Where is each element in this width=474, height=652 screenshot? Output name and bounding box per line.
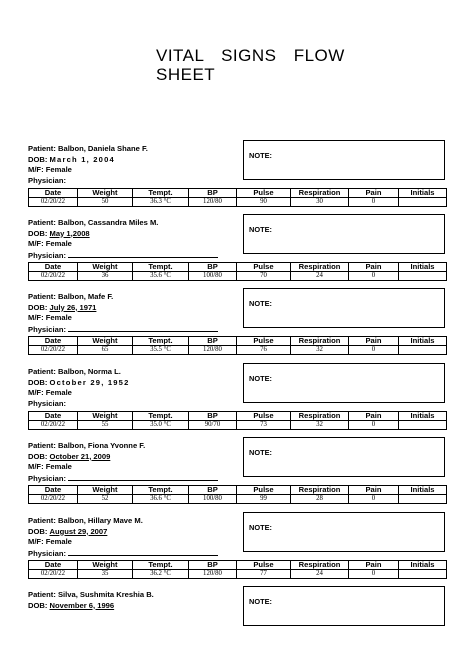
vitals-cell[interactable]: 36.6 °C bbox=[133, 495, 189, 504]
vitals-header-cell: Date bbox=[29, 263, 78, 272]
dob-value: July 26, 1971 bbox=[49, 302, 97, 312]
patient-name-row bbox=[28, 441, 218, 452]
vitals-header-cell: Tempt. bbox=[133, 412, 189, 421]
vitals-data-row bbox=[29, 346, 447, 355]
vitals-cell[interactable]: 120/80 bbox=[189, 346, 237, 355]
vitals-header-cell: Tempt. bbox=[133, 486, 189, 495]
title-line-1: VITAL SIGNS FLOW bbox=[156, 46, 345, 65]
vitals-header-cell: Pain bbox=[349, 486, 399, 495]
dob-row bbox=[28, 155, 148, 166]
vitals-table bbox=[28, 560, 447, 579]
dob-value: October 29, 1952 bbox=[49, 377, 130, 387]
vitals-header-cell: Initials bbox=[399, 263, 447, 272]
physician-label: Physician: bbox=[28, 324, 66, 334]
vitals-cell[interactable]: 120/80 bbox=[189, 570, 237, 579]
vitals-cell[interactable]: 100/80 bbox=[189, 272, 237, 281]
vitals-cell[interactable]: 0 bbox=[349, 272, 399, 281]
vitals-header-cell: Initials bbox=[399, 337, 447, 346]
vitals-header-cell: Weight bbox=[78, 412, 133, 421]
patient-info bbox=[28, 292, 218, 335]
vitals-header-cell: Pulse bbox=[237, 263, 291, 272]
note-label: NOTE: bbox=[249, 374, 272, 383]
vitals-header-cell: Respiration bbox=[291, 337, 349, 346]
patient-name: Balbon, Mafe F. bbox=[57, 292, 114, 301]
physician-row bbox=[28, 324, 218, 336]
note-label: NOTE: bbox=[249, 151, 272, 160]
vitals-cell[interactable]: 36.3 °C bbox=[133, 198, 189, 207]
vitals-cell[interactable]: 0 bbox=[349, 346, 399, 355]
vitals-cell[interactable]: 0 bbox=[349, 495, 399, 504]
vitals-header-cell: Initials bbox=[399, 561, 447, 570]
physician-field[interactable] bbox=[68, 473, 218, 481]
note-label: NOTE: bbox=[249, 299, 272, 308]
patient-label: Patient: bbox=[28, 516, 56, 525]
vitals-cell[interactable] bbox=[399, 570, 447, 579]
vitals-cell[interactable]: 02/20/22 bbox=[29, 198, 78, 207]
vitals-cell[interactable]: 70 bbox=[237, 272, 291, 281]
physician-row bbox=[28, 548, 218, 560]
patient-name: Balbon, Daniela Shane F. bbox=[57, 144, 148, 153]
vitals-header-cell: BP bbox=[189, 337, 237, 346]
patient-info bbox=[28, 441, 218, 484]
sex-value: Female bbox=[45, 313, 72, 322]
vitals-header-cell: Pain bbox=[349, 337, 399, 346]
vitals-cell[interactable] bbox=[399, 198, 447, 207]
vitals-cell[interactable]: 35.0 °C bbox=[133, 421, 189, 430]
note-label: NOTE: bbox=[249, 523, 272, 532]
vitals-cell[interactable]: 30 bbox=[291, 198, 349, 207]
vitals-header-cell: Weight bbox=[78, 486, 133, 495]
vitals-header-row bbox=[29, 561, 447, 570]
vitals-header-cell: Pulse bbox=[237, 412, 291, 421]
physician-row bbox=[28, 250, 218, 262]
vitals-header-row bbox=[29, 263, 447, 272]
vitals-table bbox=[28, 411, 447, 430]
sex-value: Female bbox=[45, 165, 72, 174]
physician-label: Physician: bbox=[28, 175, 66, 185]
sex-label: M/F: bbox=[28, 313, 44, 322]
vitals-header-cell: Tempt. bbox=[133, 263, 189, 272]
vitals-cell[interactable]: 36.2 °C bbox=[133, 570, 189, 579]
patient-label: Patient: bbox=[28, 292, 56, 301]
patient-block bbox=[28, 144, 446, 206]
vitals-header-cell: Weight bbox=[78, 263, 133, 272]
sex-value: Female bbox=[45, 239, 72, 248]
vitals-header-cell: Date bbox=[29, 561, 78, 570]
vitals-cell[interactable]: 90 bbox=[237, 198, 291, 207]
vitals-header-cell: Respiration bbox=[291, 263, 349, 272]
physician-row bbox=[28, 473, 218, 485]
vitals-header-cell: BP bbox=[189, 412, 237, 421]
physician-label: Physician: bbox=[28, 548, 66, 558]
sex-label: M/F: bbox=[28, 239, 44, 248]
note-box[interactable] bbox=[243, 288, 445, 328]
dob-row bbox=[28, 378, 130, 389]
vitals-header-cell: Pain bbox=[349, 561, 399, 570]
page-title bbox=[156, 46, 345, 84]
dob-row bbox=[28, 303, 218, 314]
physician-field[interactable] bbox=[68, 250, 218, 258]
sex-label: M/F: bbox=[28, 388, 44, 397]
vitals-header-cell: Date bbox=[29, 189, 78, 198]
patient-block bbox=[28, 367, 446, 429]
vitals-table bbox=[28, 485, 447, 504]
patient-info bbox=[28, 367, 130, 409]
sex-row bbox=[28, 313, 218, 324]
vitals-header-cell: Tempt. bbox=[133, 561, 189, 570]
vitals-data-row bbox=[29, 421, 447, 430]
patient-name: Balbon, Norma L. bbox=[57, 367, 121, 376]
note-box[interactable] bbox=[243, 437, 445, 477]
vitals-cell[interactable]: 36 bbox=[78, 272, 133, 281]
vitals-cell[interactable]: 120/80 bbox=[189, 198, 237, 207]
physician-label: Physician: bbox=[28, 250, 66, 260]
vitals-header-cell: Pulse bbox=[237, 561, 291, 570]
sex-label: M/F: bbox=[28, 537, 44, 546]
physician-row bbox=[28, 399, 130, 410]
vitals-cell[interactable] bbox=[399, 346, 447, 355]
vitals-cell[interactable]: 50 bbox=[78, 198, 133, 207]
dob-label: DOB: bbox=[28, 377, 48, 387]
patient-label: Patient: bbox=[28, 367, 56, 376]
patient-name: Balbon, Fiona Yvonne F. bbox=[57, 441, 146, 450]
vitals-header-row bbox=[29, 412, 447, 421]
vitals-cell[interactable]: 35.5 °C bbox=[133, 346, 189, 355]
note-label: NOTE: bbox=[249, 225, 272, 234]
vitals-cell[interactable] bbox=[399, 495, 447, 504]
vitals-cell[interactable] bbox=[399, 421, 447, 430]
dob-row bbox=[28, 527, 218, 538]
patient-name: Balbon, Hillary Mave M. bbox=[57, 516, 143, 525]
vitals-header-cell: Weight bbox=[78, 189, 133, 198]
vitals-cell[interactable]: 32 bbox=[291, 346, 349, 355]
vitals-cell[interactable] bbox=[399, 272, 447, 281]
vitals-cell[interactable]: 35.6 °C bbox=[133, 272, 189, 281]
note-label: NOTE: bbox=[249, 597, 272, 606]
vitals-cell[interactable]: 02/20/22 bbox=[29, 421, 78, 430]
patient-name-row bbox=[28, 292, 218, 303]
vitals-header-cell: Initials bbox=[399, 189, 447, 198]
note-box[interactable] bbox=[243, 363, 445, 403]
patient-name: Silva, Sushmita Kreshia B. bbox=[57, 590, 154, 599]
sex-value: Female bbox=[45, 537, 72, 546]
vitals-header-row bbox=[29, 337, 447, 346]
dob-label: DOB: bbox=[28, 302, 48, 312]
dob-value: March 1, 2004 bbox=[49, 154, 115, 164]
vitals-header-cell: Weight bbox=[78, 561, 133, 570]
vitals-cell[interactable]: 02/20/22 bbox=[29, 272, 78, 281]
vitals-header-cell: BP bbox=[189, 561, 237, 570]
vitals-header-cell: Respiration bbox=[291, 561, 349, 570]
physician-row bbox=[28, 176, 148, 187]
sex-row bbox=[28, 165, 148, 176]
sex-row bbox=[28, 462, 218, 473]
dob-value: May 1,2008 bbox=[49, 228, 90, 238]
dob-value: October 21, 2009 bbox=[49, 451, 111, 461]
vitals-header-cell: BP bbox=[189, 189, 237, 198]
patient-name-row bbox=[28, 367, 130, 378]
dob-label: DOB: bbox=[28, 154, 48, 164]
vitals-cell[interactable]: 02/20/22 bbox=[29, 346, 78, 355]
vitals-cell[interactable]: 24 bbox=[291, 272, 349, 281]
vitals-cell[interactable]: 02/20/22 bbox=[29, 570, 78, 579]
note-box[interactable] bbox=[243, 586, 445, 626]
vitals-cell[interactable]: 90/70 bbox=[189, 421, 237, 430]
vitals-header-cell: Respiration bbox=[291, 189, 349, 198]
vitals-cell[interactable]: 35 bbox=[78, 570, 133, 579]
vitals-header-cell: Date bbox=[29, 412, 78, 421]
dob-row bbox=[28, 452, 218, 463]
patient-info bbox=[28, 516, 218, 559]
vitals-header-cell: Pulse bbox=[237, 189, 291, 198]
vitals-cell[interactable]: 55 bbox=[78, 421, 133, 430]
patient-block bbox=[28, 590, 446, 652]
vitals-cell[interactable]: 24 bbox=[291, 570, 349, 579]
vitals-header-cell: Date bbox=[29, 486, 78, 495]
vitals-header-cell: BP bbox=[189, 263, 237, 272]
patient-name: Balbon, Cassandra Miles M. bbox=[57, 218, 159, 227]
vitals-header-cell: BP bbox=[189, 486, 237, 495]
sex-row bbox=[28, 239, 218, 250]
sex-row bbox=[28, 537, 218, 548]
physician-label: Physician: bbox=[28, 473, 66, 483]
note-box[interactable] bbox=[243, 140, 445, 180]
dob-row bbox=[28, 229, 218, 240]
note-label: NOTE: bbox=[249, 448, 272, 457]
patient-label: Patient: bbox=[28, 441, 56, 450]
patient-label: Patient: bbox=[28, 218, 56, 227]
sex-label: M/F: bbox=[28, 462, 44, 471]
vitals-header-cell: Pain bbox=[349, 189, 399, 198]
vitals-cell[interactable]: 65 bbox=[78, 346, 133, 355]
vitals-header-cell: Tempt. bbox=[133, 337, 189, 346]
vitals-header-cell: Pain bbox=[349, 263, 399, 272]
patient-label: Patient: bbox=[28, 144, 56, 153]
patient-info bbox=[28, 218, 218, 261]
dob-value: November 6, 1996 bbox=[49, 600, 115, 610]
vitals-header-cell: Date bbox=[29, 337, 78, 346]
vitals-cell[interactable]: 0 bbox=[349, 570, 399, 579]
vitals-cell[interactable]: 28 bbox=[291, 495, 349, 504]
vitals-cell[interactable]: 99 bbox=[237, 495, 291, 504]
vitals-cell[interactable]: 52 bbox=[78, 495, 133, 504]
vitals-cell[interactable]: 76 bbox=[237, 346, 291, 355]
vitals-header-cell: Initials bbox=[399, 412, 447, 421]
vitals-header-cell: Tempt. bbox=[133, 189, 189, 198]
vitals-table bbox=[28, 336, 447, 355]
vitals-data-row bbox=[29, 570, 447, 579]
vitals-header-row bbox=[29, 189, 447, 198]
vitals-cell[interactable]: 0 bbox=[349, 198, 399, 207]
vitals-table bbox=[28, 188, 447, 207]
vitals-data-row bbox=[29, 198, 447, 207]
vitals-header-cell: Weight bbox=[78, 337, 133, 346]
vitals-header-cell: Initials bbox=[399, 486, 447, 495]
physician-label: Physician: bbox=[28, 398, 66, 408]
title-line-2: SHEET bbox=[156, 65, 216, 84]
patient-label: Patient: bbox=[28, 590, 56, 599]
vitals-header-cell: Respiration bbox=[291, 486, 349, 495]
sex-row bbox=[28, 388, 130, 399]
patient-name-row bbox=[28, 144, 148, 155]
vitals-cell[interactable]: 77 bbox=[237, 570, 291, 579]
vitals-data-row bbox=[29, 495, 447, 504]
vitals-header-cell: Respiration bbox=[291, 412, 349, 421]
note-box[interactable] bbox=[243, 214, 445, 254]
vitals-header-cell: Pain bbox=[349, 412, 399, 421]
vitals-data-row bbox=[29, 272, 447, 281]
vitals-header-row bbox=[29, 486, 447, 495]
vitals-table bbox=[28, 262, 447, 281]
physician-field[interactable] bbox=[68, 324, 218, 332]
patient-info bbox=[28, 144, 148, 186]
vitals-header-cell: Pulse bbox=[237, 486, 291, 495]
vitals-cell[interactable]: 32 bbox=[291, 421, 349, 430]
patient-name-row bbox=[28, 218, 218, 229]
sex-value: Female bbox=[45, 462, 72, 471]
note-box[interactable] bbox=[243, 512, 445, 552]
vitals-header-cell: Pulse bbox=[237, 337, 291, 346]
dob-label: DOB: bbox=[28, 600, 48, 610]
physician-field[interactable] bbox=[68, 548, 218, 556]
vitals-cell[interactable]: 0 bbox=[349, 421, 399, 430]
vitals-cell[interactable]: 73 bbox=[237, 421, 291, 430]
patient-name-row bbox=[28, 516, 218, 527]
patient-name-row bbox=[28, 590, 200, 601]
dob-label: DOB: bbox=[28, 228, 48, 238]
vitals-cell[interactable]: 02/20/22 bbox=[29, 495, 78, 504]
dob-value: August 29, 2007 bbox=[49, 526, 108, 536]
patient-info bbox=[28, 590, 200, 611]
patient-block bbox=[28, 516, 446, 578]
dob-label: DOB: bbox=[28, 451, 48, 461]
dob-label: DOB: bbox=[28, 526, 48, 536]
patient-block bbox=[28, 441, 446, 503]
sex-value: Female bbox=[45, 388, 72, 397]
dob-row bbox=[28, 601, 200, 612]
sex-label: M/F: bbox=[28, 165, 44, 174]
patient-block bbox=[28, 292, 446, 354]
vitals-cell[interactable]: 100/80 bbox=[189, 495, 237, 504]
patient-block bbox=[28, 218, 446, 280]
